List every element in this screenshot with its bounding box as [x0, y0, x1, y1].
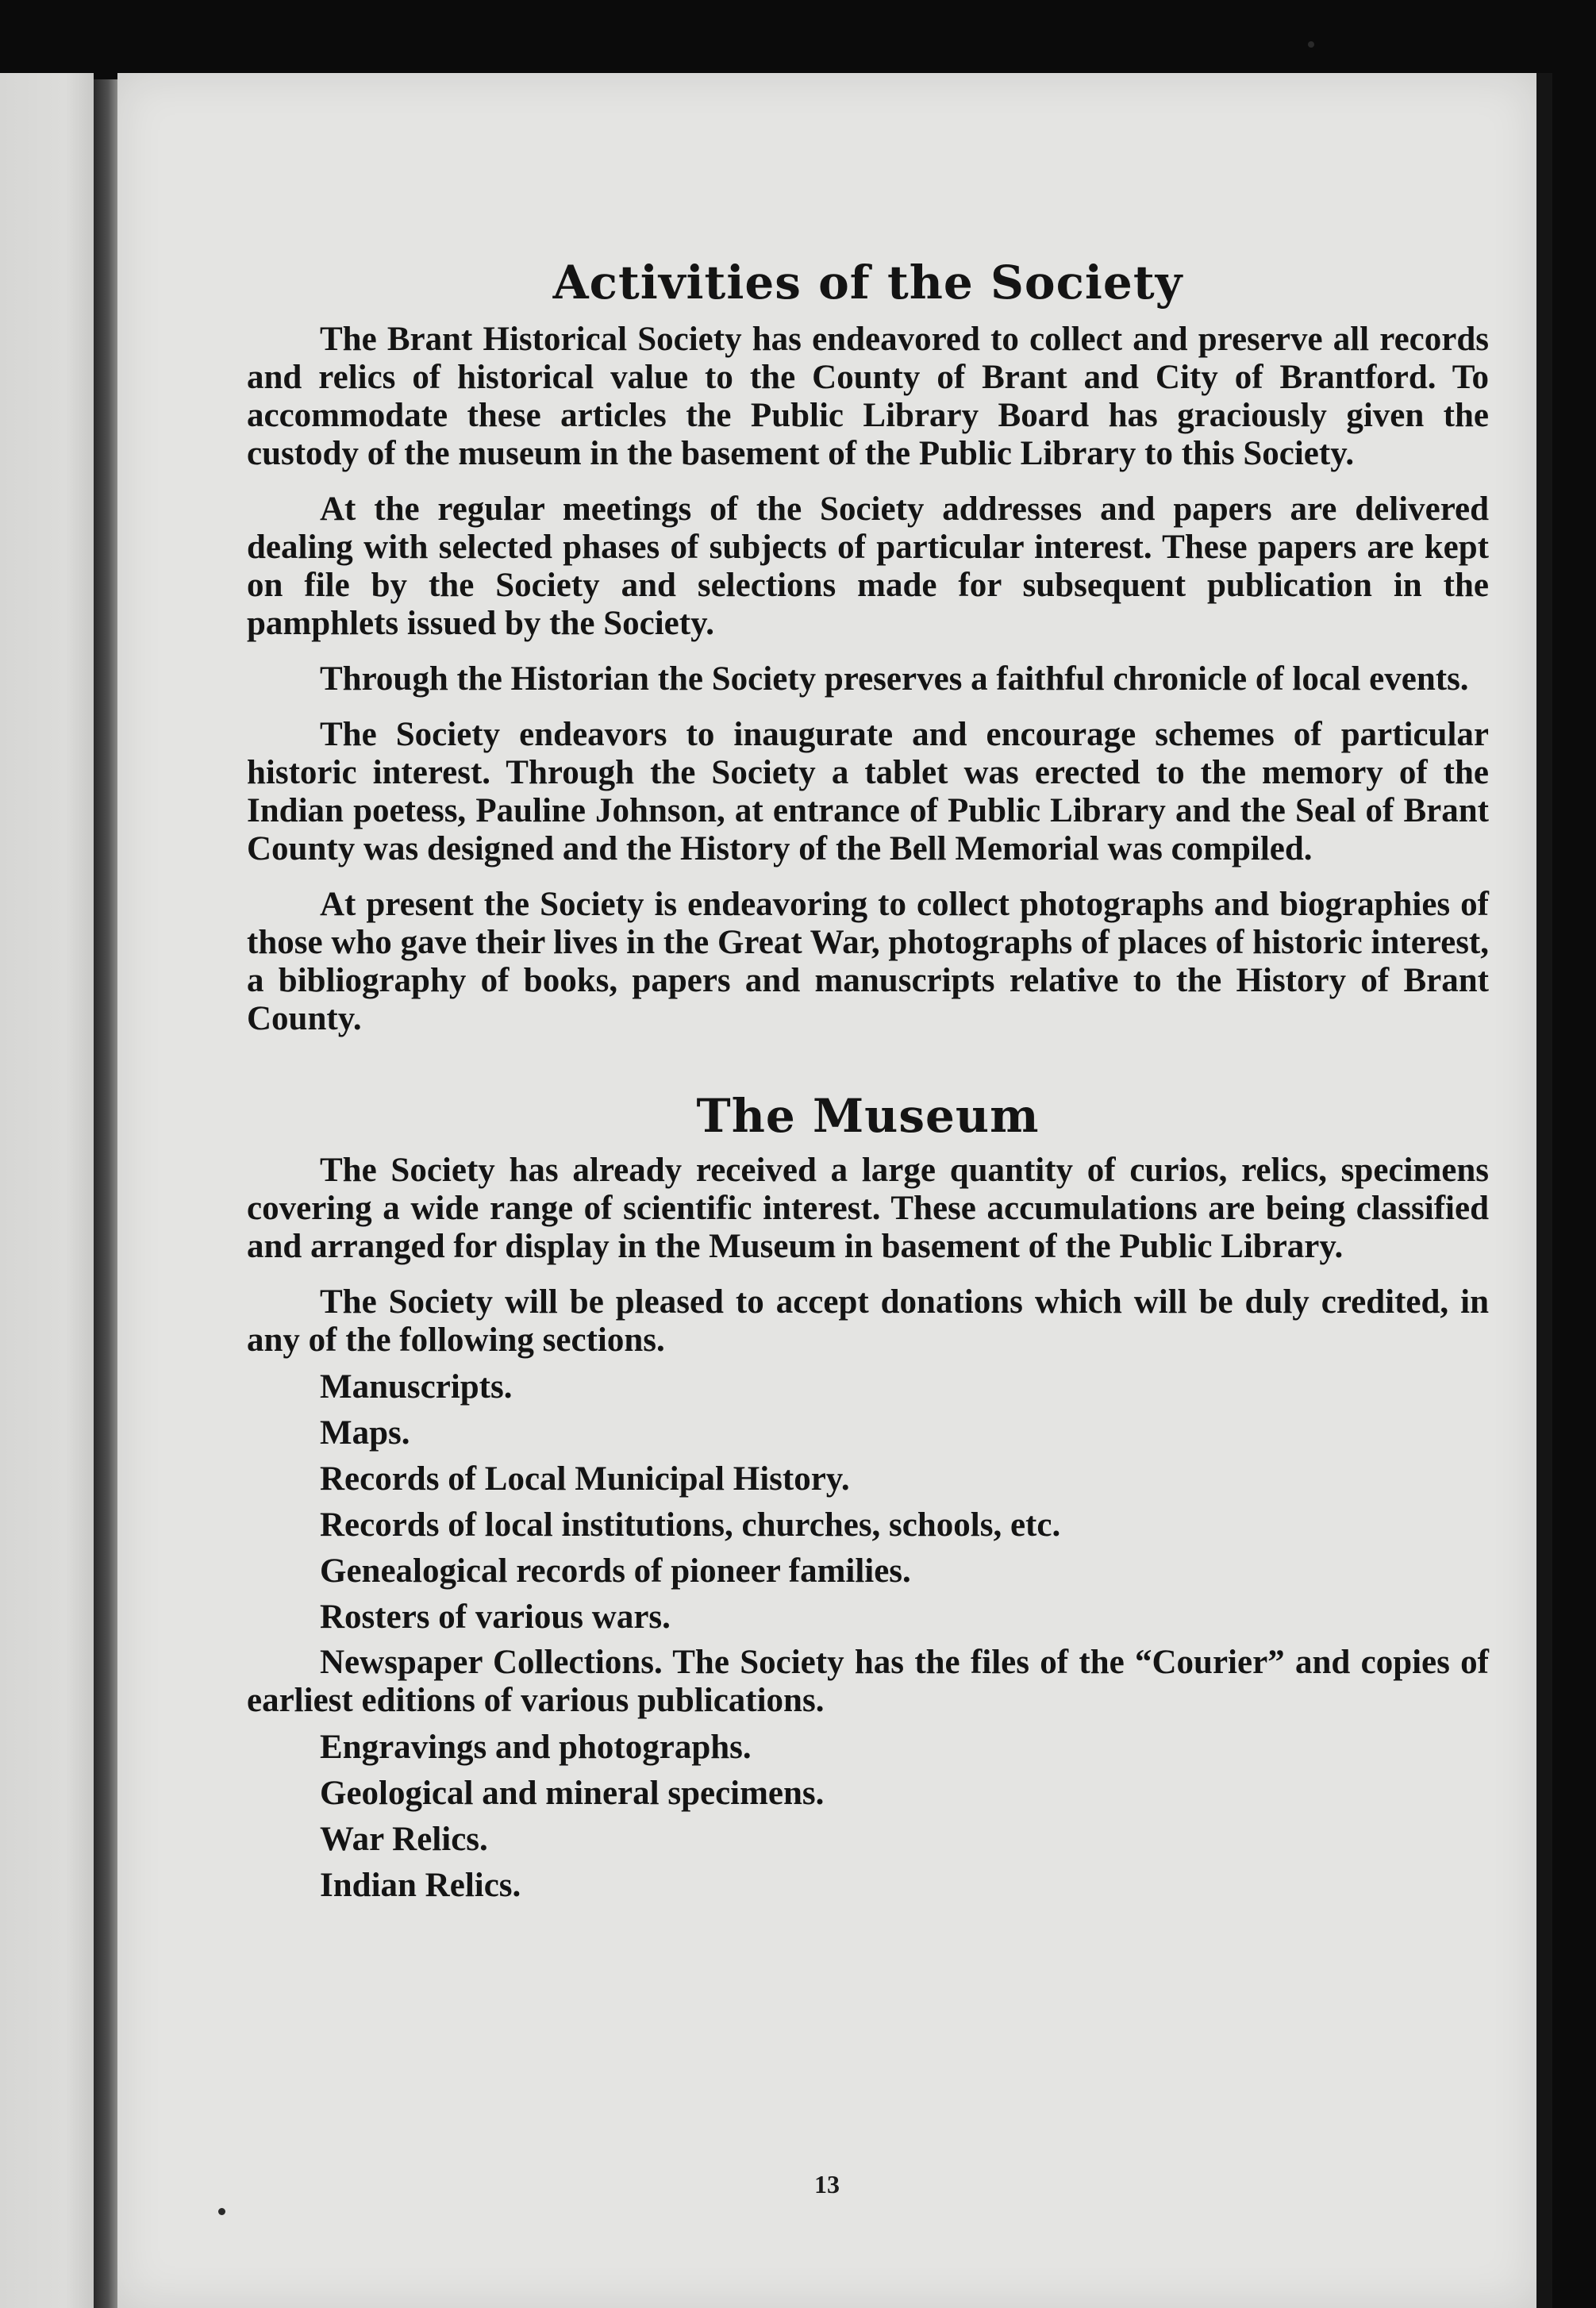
- document-page: [117, 73, 1536, 2308]
- page-number: 13: [814, 2170, 840, 2198]
- paragraph: The Brant Historical Society has endeavored to collect and preserve all records and relics of historical value to the County of Brant and City of Brantford. To accommodate these articles the Public Library Board has graciously given the custody of the museum in the basement of the Public Library to this Society.: [247, 320, 1489, 472]
- binding-shadow: [94, 79, 117, 2308]
- list-item: Engravings and photographs.: [320, 1729, 752, 1767]
- paragraph: The Society endeavors to inaugurate and encourage schemes of particular historic interest. Through the Society a tablet was erected to the memory of the Indian poetess, Pauline Johnson, at entrance of Public Library and the Seal of Brant County was designed and the History of the Bell Memorial was compiled.: [247, 715, 1489, 867]
- paragraph: At the regular meetings of the Society addresses and papers are delivered dealing with selected phases of subjects of particular interest. These papers are kept on file by the Society and selections made for subsequent publication in the pamphlets issued by the Society.: [247, 490, 1489, 642]
- list-item: Newspaper Collections. The Society has the files of the “Courier” and copies of earliest editions of various publications.: [247, 1644, 1489, 1720]
- paragraph: Through the Historian the Society preserves a faithful chronicle of local events.: [320, 660, 1469, 698]
- page-right-edge: [1536, 73, 1552, 2308]
- list-item: Geological and mineral specimens.: [320, 1775, 825, 1813]
- paragraph: At present the Society is endeavoring to collect photographs and biographies of those who gave their lives in the Great War, photographs of places of historic interest, a bibliography of books, papers and manuscripts relative to the History of Brant County.: [247, 885, 1489, 1037]
- previous-page-edge: [0, 73, 94, 2308]
- section-heading-museum: The Museum: [696, 1088, 1040, 1143]
- ink-speck: [1308, 41, 1314, 48]
- list-item: Records of local institutions, churches, schools, etc.: [320, 1506, 1061, 1544]
- ink-speck: [218, 2208, 225, 2215]
- donation-sections-list: [247, 1364, 1489, 1909]
- paragraph: The Society will be pleased to accept donations which will be duly credited, in any of the following sections.: [247, 1283, 1489, 1360]
- list-item: Records of Local Municipal History.: [320, 1460, 850, 1498]
- list-item: Rosters of various wars.: [320, 1598, 671, 1637]
- list-item: Manuscripts.: [320, 1368, 513, 1406]
- list-item: Genealogical records of pioneer families.: [320, 1552, 911, 1591]
- list-item: Maps.: [320, 1414, 410, 1452]
- page-content: [247, 256, 1489, 1909]
- list-item: Indian Relics.: [320, 1867, 521, 1905]
- paragraph: The Society has already received a large quantity of curios, relics, specimens covering a wide range of scientific interest. These accumulations are being classified and arranged for display in the Museum in basement of the Public Library.: [247, 1152, 1489, 1266]
- section-heading-activities: Activities of the Society: [552, 256, 1183, 310]
- list-item: War Relics.: [320, 1821, 488, 1859]
